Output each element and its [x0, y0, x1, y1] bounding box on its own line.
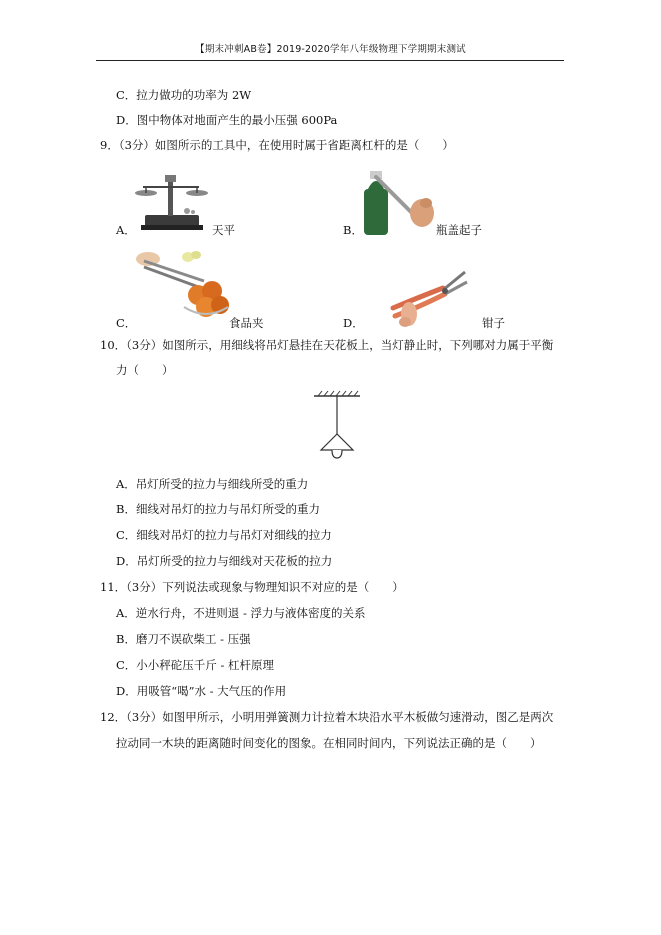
q10-option-c: C．细线对吊灯的拉力与吊灯对细线的拉力 [116, 528, 332, 542]
q9-option-c-name: 食品夹 [229, 316, 264, 330]
page-header: 【期末冲刺AB卷】2019-2020学年八年级物理下学期期末测试 [195, 44, 466, 55]
food-tongs-image [134, 247, 230, 319]
q12-stem-line1: 12．（3分）如图甲所示，小明用弹簧测力计拉着木块沿水平木板做匀速滑动，图乙是两次 [100, 710, 554, 724]
q12-stem-line2: 拉动同一木块的距离随时间变化的图象。在相同时间内，下列说法正确的是（ ） [116, 736, 542, 750]
q10-option-a: A．吊灯所受的拉力与细线所受的重力 [116, 477, 309, 491]
q11-option-b: B．磨刀不误砍柴工 - 压强 [116, 632, 251, 646]
q10-option-d: D．吊灯所受的拉力与细线对天花板的拉力 [116, 554, 333, 568]
q9-option-c-letter: C． [116, 316, 137, 330]
q11-stem: 11．（3分）下列说法或现象与物理知识不对应的是（ ） [100, 580, 404, 594]
q9-option-b-letter: B． [343, 223, 363, 237]
q8-option-d: D．图中物体对地面产生的最小压强 600Pa [116, 113, 338, 127]
header-divider [96, 60, 564, 61]
q9-stem: 9．（3分）如图所示的工具中，在使用时属于省距离杠杆的是（ ） [100, 138, 454, 152]
q9-option-d-name: 钳子 [482, 316, 505, 330]
q9-option-a-letter: A． [116, 223, 136, 237]
balance-scale-image [131, 167, 211, 232]
bottle-opener-image [364, 167, 436, 235]
q8-option-c: C．拉力做功的功率为 2W [116, 88, 252, 102]
q11-option-a: A．逆水行舟，不进则退 - 浮力与液体密度的关系 [116, 606, 366, 620]
q9-option-b-name: 瓶盖起子 [436, 223, 482, 237]
q10-option-b: B．细线对吊灯的拉力与吊灯所受的重力 [116, 502, 320, 516]
q9-option-d-letter: D． [343, 316, 364, 330]
hanging-lamp-diagram [312, 390, 362, 462]
q10-stem-line1: 10．（3分）如图所示，用细线将吊灯悬挂在天花板上，当灯静止时，下列哪对力属于平衡 [100, 338, 554, 352]
q10-stem-line2: 力（ ） [116, 363, 174, 377]
q9-option-a-name: 天平 [212, 223, 235, 237]
q11-option-d: D．用吸管“喝”水 - 大气压的作用 [116, 684, 287, 698]
q11-option-c: C．小小秤砣压千斤 - 杠杆原理 [116, 658, 274, 672]
pliers-image [387, 264, 471, 330]
